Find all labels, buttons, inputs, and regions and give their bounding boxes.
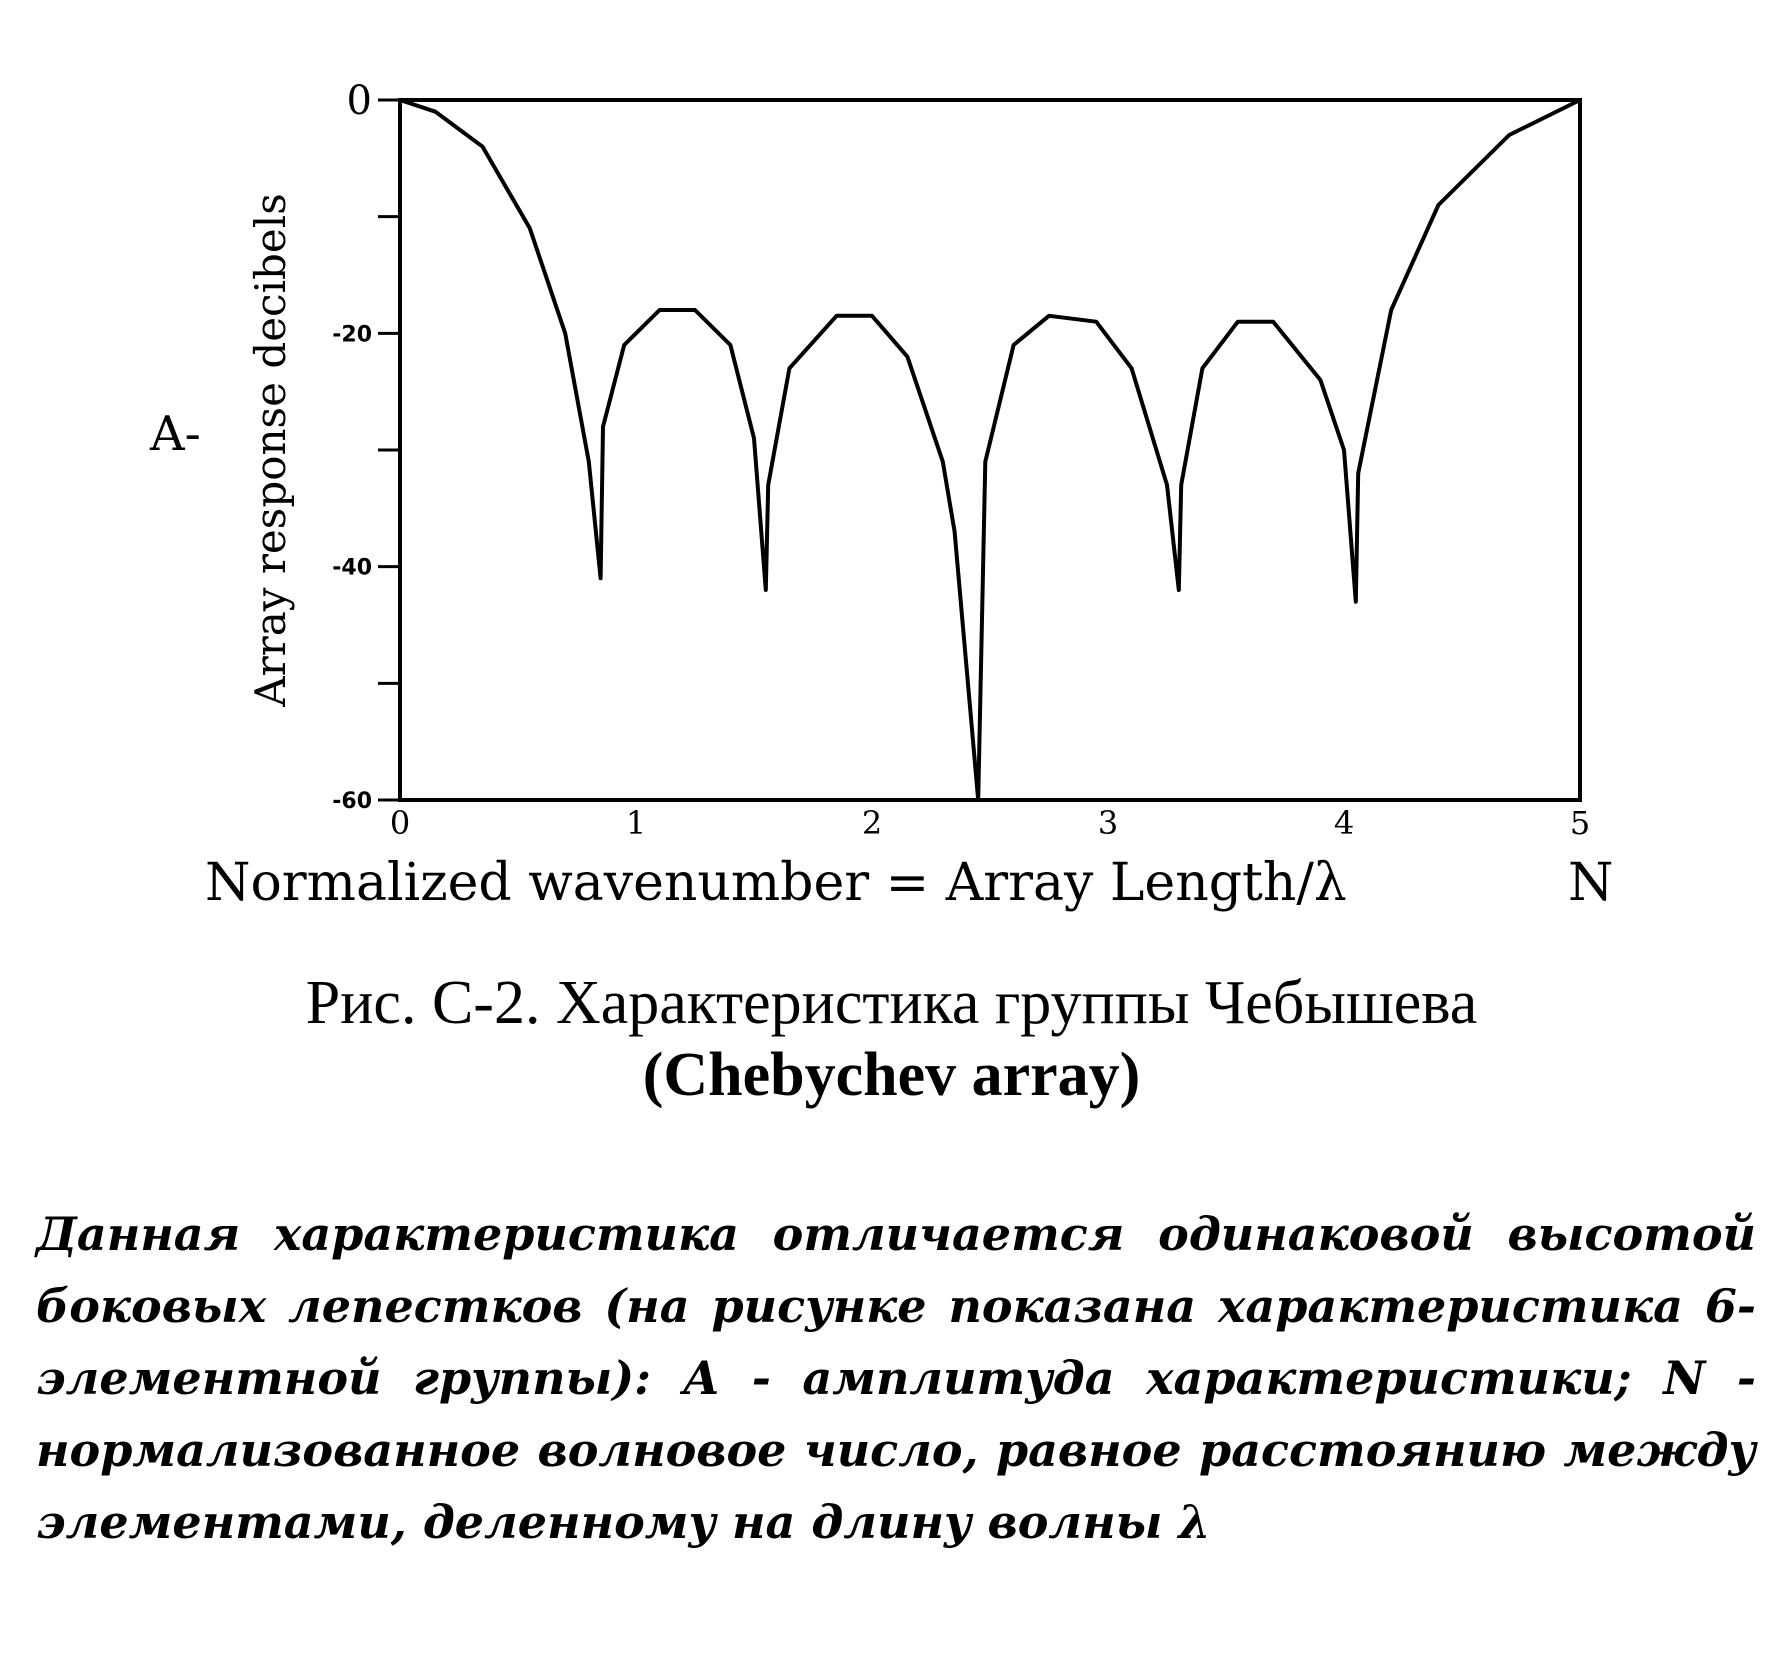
x-axis-title: Normalized wavenumber = Array Length/λ	[205, 853, 1347, 913]
x-tick-label: 1	[625, 804, 647, 842]
y-axis-ticks	[332, 78, 400, 814]
y-tick-label: -20	[332, 322, 372, 348]
figure-caption: Рис. С-2. Характеристика группы Чебышева	[305, 969, 1478, 1037]
x-axis-ticks	[390, 804, 1590, 842]
y-tick-label: -40	[332, 555, 372, 581]
y-axis-prefix: A-	[150, 406, 201, 462]
x-tick-label: 5	[1569, 804, 1591, 842]
y-tick-label: 0	[346, 78, 372, 124]
figure-description: Данная характеристика отличается одинаковой высотой боковых лепестков (на рисунке показана характеристика 6-элементной группы): А - амплитуда характеристики; N - нормализованное волновое число, равное расстоянию между элементами, деленному на длину волны λ	[36, 1207, 1756, 1549]
array-response-curve	[400, 100, 1580, 800]
x-tick-label: 3	[1097, 804, 1119, 842]
x-tick-label: 4	[1333, 804, 1355, 842]
x-tick-label: 2	[861, 804, 883, 842]
x-tick-label: 0	[389, 804, 411, 842]
figure-caption-english: (Chebychev array)	[642, 1041, 1141, 1109]
x-axis-suffix: N	[1568, 853, 1614, 913]
y-tick-label: -60	[332, 789, 372, 814]
y-axis-title: Array response decibels	[246, 193, 295, 707]
